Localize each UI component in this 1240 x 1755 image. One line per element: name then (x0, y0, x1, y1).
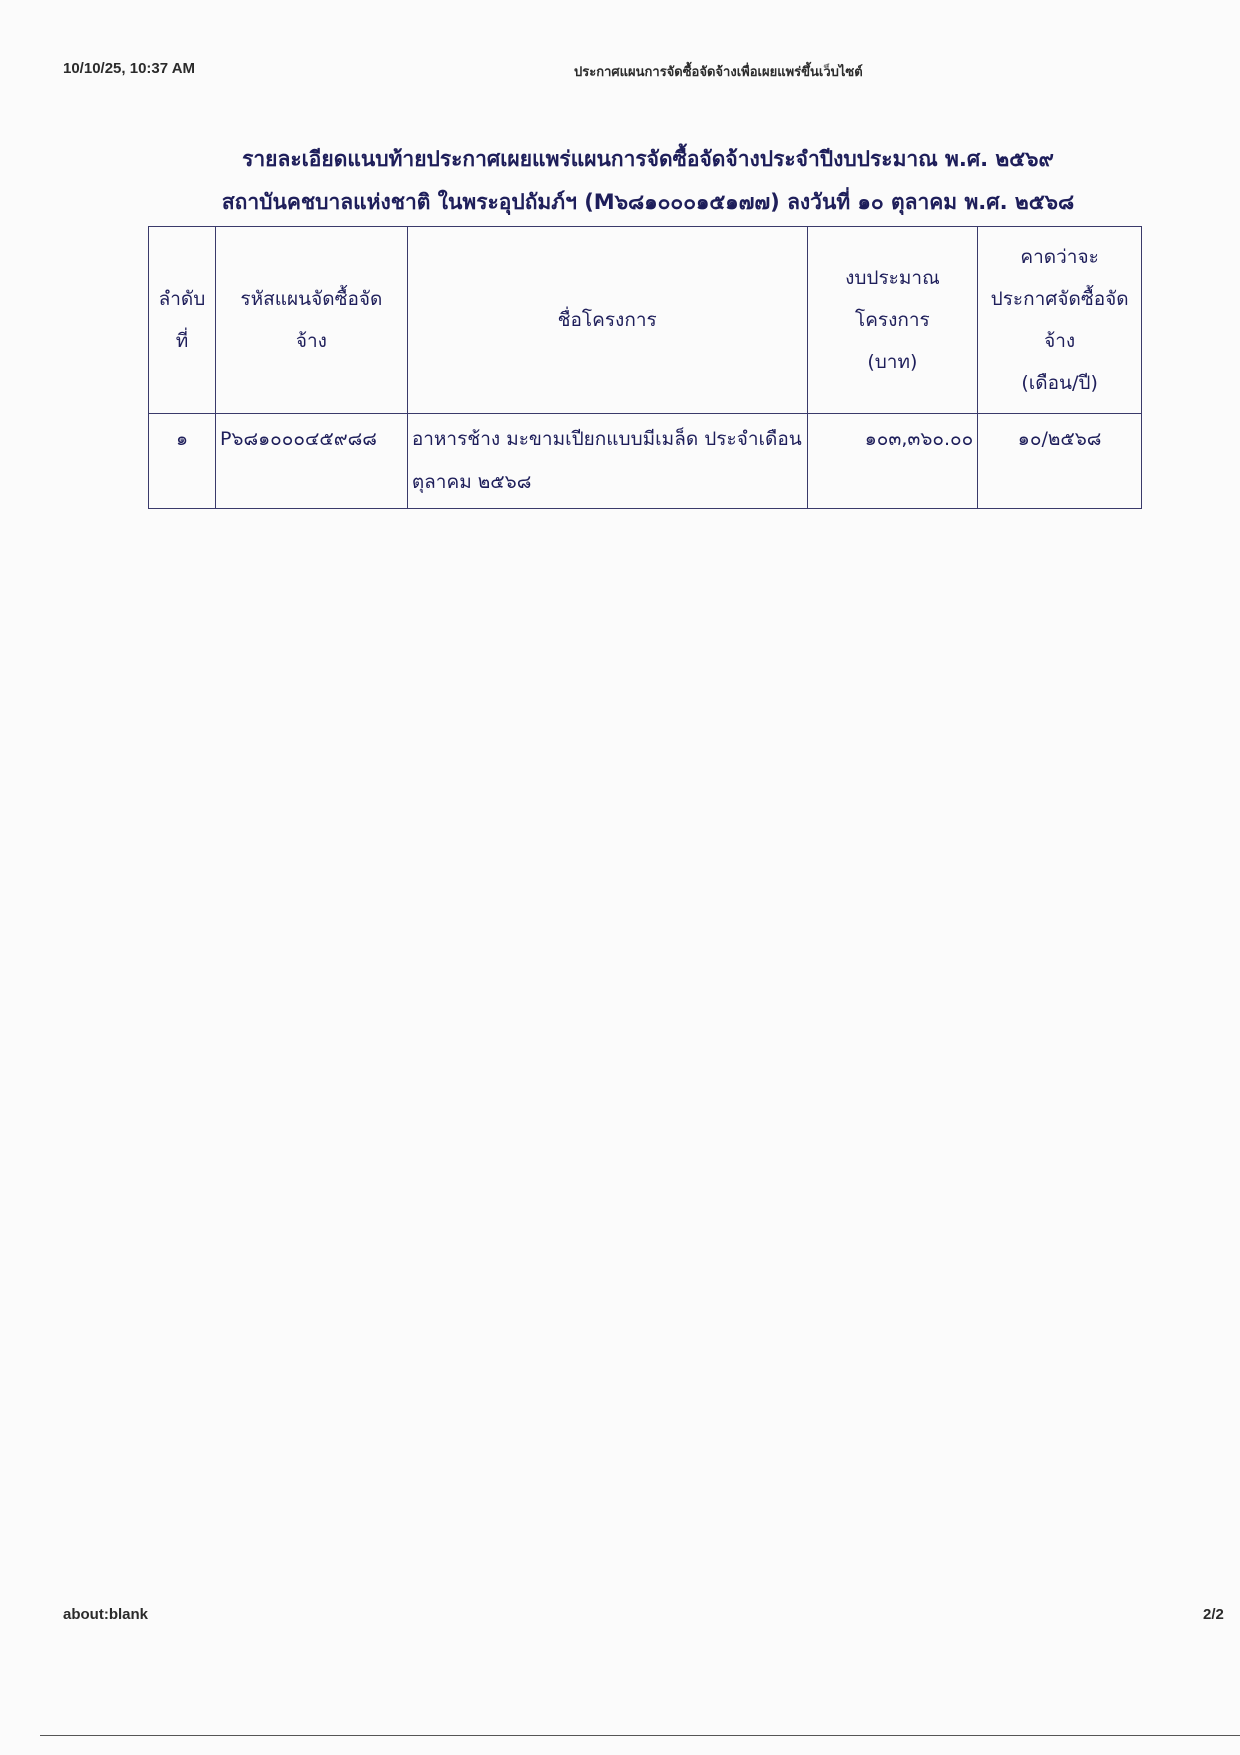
print-url: about:blank (63, 1606, 148, 1623)
table-row (149, 414, 1142, 509)
header-expected-month: คาดว่าจะ ประกาศจัดซื้อจัด จ้าง (เดือน/ปี) (978, 227, 1142, 414)
print-datetime: 10/10/25, 10:37 AM (63, 60, 196, 77)
table-header-row (149, 227, 1142, 414)
header-no: ลำดับ ที่ (149, 227, 216, 414)
print-page-number: 2/2 (1203, 1606, 1224, 1623)
cell-budget: ๑๐๓,๓๖๐.๐๐ (807, 414, 978, 509)
cell-plan-code: P๖๘๑๐๐๐๔๕๙๘๘ (215, 414, 407, 509)
document-title-line2: สถาบันคชบาลแห่งชาติ ในพระอุปถัมภ์ฯ (M๖๘๑๐๐๐๑๕๑๗๗) ลงวันที่ ๑๐ ตุลาคม พ.ศ. ๒๕๖๘ (221, 190, 1075, 214)
cell-project-name: อาหารช้าง มะขามเปียกแบบมีเมล็ด ประจำเดือน ตุลาคม ๒๕๖๘ (407, 414, 807, 509)
procurement-plan-table (148, 226, 1142, 509)
header-plan-code: รหัสแผนจัดซื้อจัด จ้าง (215, 227, 407, 414)
header-project-name: ชื่อโครงการ (407, 227, 807, 414)
print-page-title: ประกาศแผนการจัดซื้อจัดจ้างเพื่อเผยแพร่ขึ้นเว็บไซต์ (574, 65, 863, 80)
header-budget: งบประมาณ โครงการ (บาท) (807, 227, 978, 414)
bottom-rule (40, 1735, 1240, 1736)
cell-expected-month: ๑๐/๒๕๖๘ (978, 414, 1142, 509)
document-title-line1: รายละเอียดแนบท้ายประกาศเผยแพร่แผนการจัดซื้อจัดจ้างประจำปีงบประมาณ พ.ศ. ๒๕๖๙ (242, 147, 1054, 171)
cell-no: ๑ (149, 414, 216, 509)
